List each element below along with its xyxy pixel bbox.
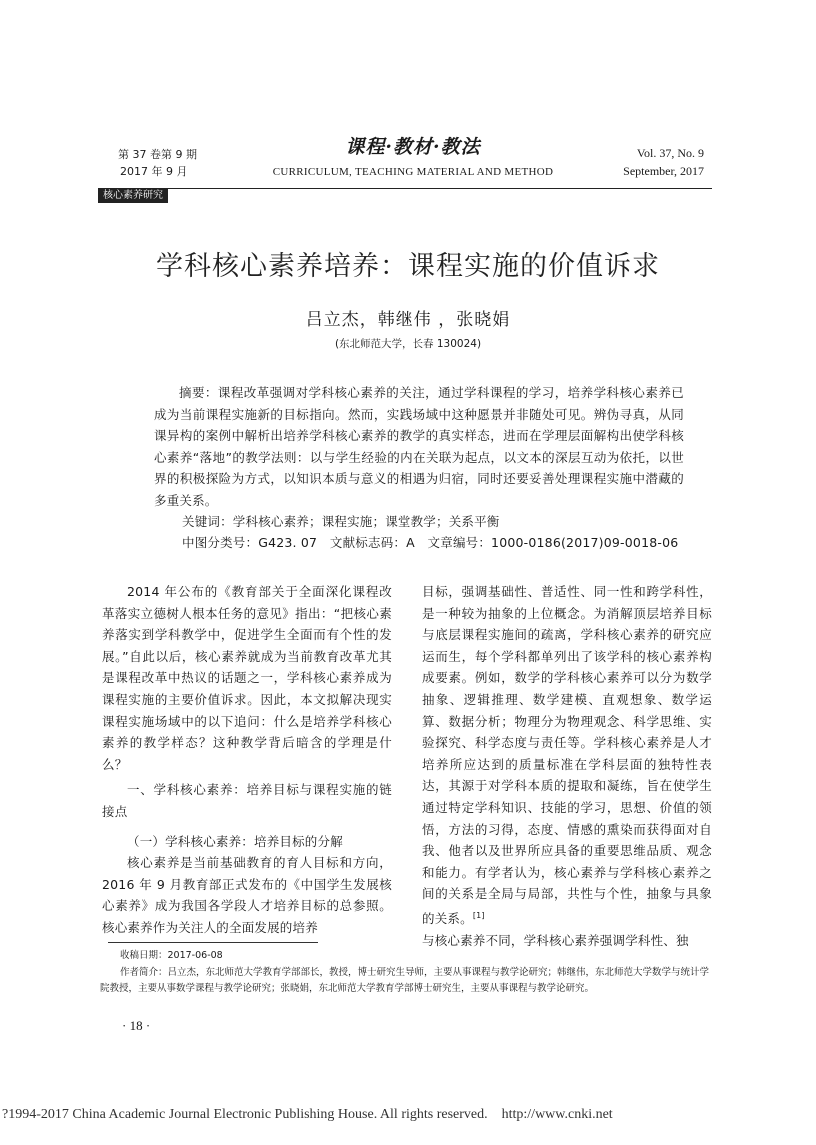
body-paragraph: 与核心素养不同，学科核心素养强调学科性、独	[422, 932, 689, 948]
body-paragraph: 核心素养是当前基础教育的育人目标和方向，2016 年 9 月教育部正式发布的《中国学生发展核心素养》成为我国各学段人才培养目标的总参照。核心素养作为关注人的全面发展的培养	[102, 855, 392, 935]
classification-line: 中图分类号：G423. 07 文献标志码：A 文章编号：1000-0186(2017)09-0018-06	[182, 535, 679, 550]
footnote-received: 收稿日期：2017-06-08	[120, 950, 223, 961]
footnote-author-bio: 作者简介：吕立杰，东北师范大学教育学部部长，教授，博士研究生导师，主要从事课程与教学论研究；韩继伟，东北师范大学数学与统计学院教授，主要从事数学课程与教学论研究；张晓娟，东北师范大学教育学部博士研究生，主要从事课程与教学论研究。	[100, 967, 710, 994]
body-column-right	[422, 581, 712, 951]
body-column-left	[102, 581, 392, 939]
section-heading-1: 一、学科核心素养：培养目标与课程实施的链接点	[102, 782, 392, 819]
page-number: · 18 ·	[122, 1018, 151, 1033]
journal-masthead	[258, 134, 568, 180]
subsection-heading-1: （一）学科核心素养：培养目标的分解	[127, 833, 343, 849]
header-date-en: September, 2017	[623, 164, 704, 178]
abstract-text: 课程改革强调对学科核心素养的关注，通过学科课程的学习，培养学科核心素养已成为当前课程实施新的目标指向。然而，实践场域中这种愿景并非随处可见。辨伪寻真，从同课异构的案例中解析出培养学科核心素养的教学的真实样态，进而在学理层面解构出使学科核心素养“落地”的教学法则：以与学生经验的内在关联为起点，以文本的深层互动为依托，以世界的积极探险为方式，以知识本质与意义的相遇为归宿，同时还要妥善处理课程实施中潜藏的多重关系。	[154, 385, 684, 508]
header-issue-block	[118, 146, 228, 180]
header-volume-block	[600, 144, 704, 180]
journal-title-cn: 课程·教材·教法	[345, 136, 481, 158]
section-tag: 核心素养研究	[98, 189, 168, 203]
abstract-block	[154, 382, 684, 553]
body-paragraph	[422, 581, 712, 930]
body-paragraph: 2014 年公布的《教育部关于全面深化课程改革落实立德树人根本任务的意见》指出：“把核心素养落实到学科教学中，促进学生全面而有个性的发展。”自此以后，核心素养就成为当前教育改革尤其是课程改革中热议的话题之一，学科核心素养成为课程实施的主要价值诉求。因此，本文拟解决现实课程实施场域中的以下追问：什么是培养学科核心素养的教学样态？这种教学背后暗含的学理是什么？	[102, 584, 392, 772]
article-authors: 吕立杰，韩继伟 ，张晓娟	[305, 310, 511, 330]
reference-marker[interactable]: [1]	[472, 910, 485, 920]
body-text: 目标，强调基础性、普适性、同一性和跨学科性，是一种较为抽象的上位概念。为消解顶层培养目标与底层课程实施间的疏离，学科核心素养的研究应运而生，每个学科都单列出了该学科的核心素养构成要素。例如，数学的学科核心素养可以分为数学抽象、逻辑推理、数学建模、直观想象、数学运算、数据分析；物理分为物理观念、科学思维、实验探究、科学态度与责任等。学科核心素养是人才培养所应达到的质量标准在学科层面的独特性表达，其源于对学科本质的提取和凝练，旨在使学生通过特定学科知识、技能的学习，思想、价值的领悟，方法的习得，态度、情感的熏染而获得面对自我、他者以及世界所应具备的重要思维品质、观念和能力。有学者认为，核心素养与学科核心素养之间的关系是全局与局部，共性与个性，抽象与具象的关系。	[422, 584, 712, 927]
header-volume-en: Vol. 37, No. 9	[636, 146, 704, 160]
header-rule	[98, 188, 712, 189]
abstract-paragraph	[154, 382, 684, 511]
article-title: 学科核心素养培养：课程实施的价值诉求	[156, 251, 660, 282]
keywords: 关键词：学科核心素养；课程实施；课堂教学；关系平衡	[182, 514, 500, 529]
footnote-rule	[108, 942, 318, 943]
header-date-cn: 2017 年 9 月	[120, 165, 188, 178]
article-affiliation: (东北师范大学，长春 130024)	[334, 338, 482, 350]
abstract-label: 摘要：	[179, 385, 218, 400]
journal-title-en: CURRICULUM, TEACHING MATERIAL AND METHOD	[272, 166, 554, 178]
copyright-line: ?1994-2017 China Academic Journal Electronic Publishing House. All rights reserved. http://www.cnki.net	[2, 1107, 613, 1122]
header-issue: 第 37 卷第 9 期	[118, 148, 197, 161]
